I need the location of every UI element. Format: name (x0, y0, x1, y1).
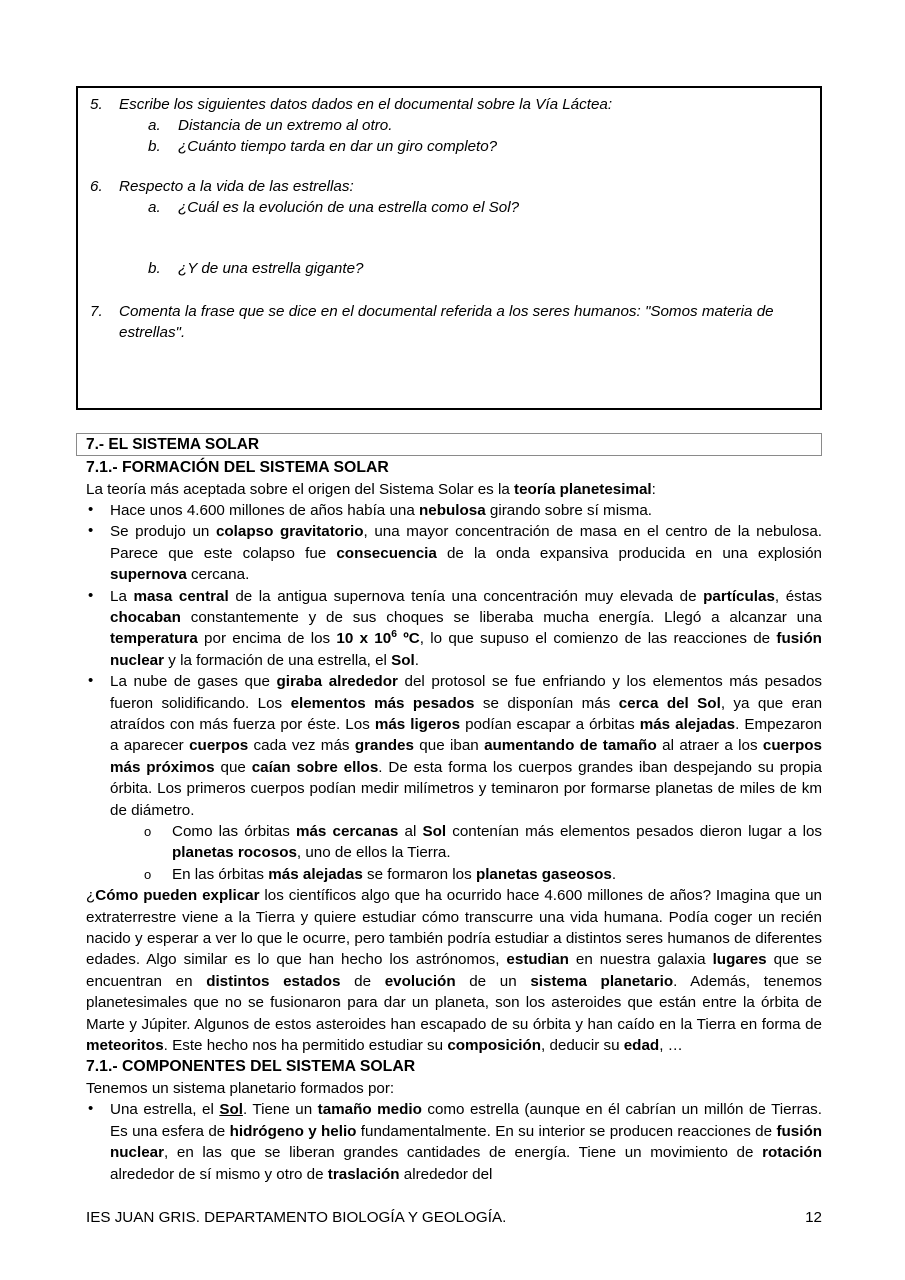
exercise-item-6 (82, 176, 810, 197)
section-title-text: 7.- EL SISTEMA SOLAR (86, 436, 260, 453)
intro-after: : (651, 480, 656, 498)
section-title-bar (76, 433, 822, 456)
paragraph-como-explicar: ¿Cómo pueden explicar los científicos algo que ha ocurrido hace 4.600 millones de años? Imagina que un extraterrestre viene a la Tierra y quiere estudiar cómo transcurre una vida humana. Podía coger un recién nacido y esperar a ver lo que le ocurre, pero también podría estudiar a distintos seres humanos de diferentes edades. Algo similar es lo que han hecho los astrónomos, estudian en nuestra galaxia lugares que se encuentran en distintos estados de evolución de un sistema planetario. Además, tenemos planetesimales que no se fusionaron para dar un planeta, son los asteroides que están entre la órbita de Marte y Júpiter. Algunos de estos asteroides han escapado de su órbita y han caído en la Tierra en forma de meteoritos. Este hecho nos ha permitido estudiar su composición, deducir su edad, … (86, 887, 822, 1055)
list-item (86, 521, 822, 585)
list-item (86, 671, 822, 821)
exercise-item-6-marker: 6. (90, 178, 103, 195)
list-item (86, 1099, 822, 1185)
list-item-text: Hace unos 4.600 millones de años había una nebulosa girando sobre sí misma. (110, 501, 652, 519)
bullet-icon: • (88, 586, 94, 604)
list-item-text: Una estrella, el Sol. Tiene un tamaño medio como estrella (aunque en él cabrían un millón de Tierras. Es una esfera de hidrógeno y helio fundamentalmente. En su interior se producen reacciones de fusión nuclear, en las que se liberan grandes cantidades de energía. Tiene un movimiento de rotación alrededor de sí mismo y otro de traslación alrededor del (110, 1101, 822, 1183)
intro-componentes: Tenemos un sistema planetario formados por: (86, 1079, 395, 1097)
exercise-item-6-text: Respecto a la vida de las estrellas: (119, 178, 354, 195)
intro-before: La teoría más aceptada sobre el origen del Sistema Solar es la (86, 480, 515, 498)
bullet-icon: • (88, 672, 94, 690)
exercise-item-6b-marker: b. (148, 260, 161, 277)
exercise-item-6a (82, 197, 810, 218)
list-item-text: La nube de gases que giraba alrededor del protosol se fue enfriando y los elementos más pesados fueron solidificando. Los elementos más pesados se disponían más cerca del Sol, ya que eran atraídos con más fuerza por éste. Los más ligeros podían escapar a órbitas más alejadas. Empezaron a aparecer cuerpos cada vez más grandes que iban aumentando de tamaño al atraer a los cuerpos más próximos que caían sobre ellos. De esta forma los cuerpos grandes iban despejando su propia órbita. Los primeros cuerpos podían medir milímetros y teminaron por formarse planetas de miles de km de diámetro. (110, 673, 823, 819)
spacer (82, 218, 810, 258)
circle-bullet-icon: o (144, 866, 152, 882)
list-item-text: Se produjo un colapso gravitatorio, una mayor concentración de masa en el centro de la nebulosa. Parece que este colapso fue consecuencia de la onda expansiva producida en una explosión supernova cercana. (110, 523, 822, 584)
bullet-icon: • (88, 500, 94, 518)
page-number: 12 (805, 1209, 822, 1226)
list-item-text: Como las órbitas más cercanas al Sol contenían más elementos pesados dieron lugar a los planetas rocosos, uno de ellos la Tierra. (172, 823, 823, 862)
exercise-item-5-marker: 5. (90, 96, 103, 113)
intro-paragraph (86, 479, 822, 500)
exercise-item-5a (82, 115, 810, 136)
exercise-item-7 (82, 301, 810, 343)
bullet-icon: • (88, 1100, 94, 1118)
exercise-item-6b-text: ¿Y de una estrella gigante? (178, 260, 364, 277)
exercise-item-5 (82, 94, 810, 115)
list-item (86, 586, 822, 672)
intro-bold: teoría planetesimal (514, 480, 652, 498)
exercise-item-5b-marker: b. (148, 138, 161, 155)
footer-department-text: IES JUAN GRIS. DEPARTAMENTO BIOLOGÍA Y GEOLOGÍA. (86, 1209, 507, 1226)
list-item (86, 821, 822, 864)
spacer (82, 157, 810, 176)
bullet-list-formacion (86, 500, 822, 821)
exercise-item-6a-text: ¿Cuál es la evolución de una estrella como el Sol? (178, 199, 520, 216)
list-item-text: La masa central de la antigua supernova tenía una concentración muy elevada de partículas, éstas chocaban constantemente y de sus choques se liberaba mucha energía. Llegó a alcanzar una temperatura por encima de los 10 x $10^6$ ºC, lo que supuso el comienzo de las reacciones de fusión nuclear y la formación de una estrella, el Sol. (110, 587, 822, 669)
exercise-item-6b (82, 258, 810, 279)
main-content (86, 457, 822, 1185)
circle-bullet-icon: o (144, 824, 152, 839)
exercise-item-7-text: Comenta la frase que se dice en el documental referida a los seres humanos: "Somos materia de estrellas". (119, 303, 774, 341)
list-item-text: En las órbitas más alejadas se formaron los planetas gaseosos. (172, 865, 617, 883)
sub-bullet-list (86, 821, 822, 885)
exercise-item-5a-text: Distancia de un extremo al otro. (178, 117, 393, 134)
exercise-item-5a-marker: a. (148, 117, 161, 134)
exercise-item-6a-marker: a. (148, 199, 161, 216)
bullet-list-componentes (86, 1099, 822, 1185)
heading-componentes: 7.1.- COMPONENTES DEL SISTEMA SOLAR (86, 1058, 416, 1076)
exercise-item-5b-text: ¿Cuánto tiempo tarda en dar un giro completo? (178, 138, 498, 155)
exercise-box-content (78, 88, 820, 343)
bullet-icon: • (88, 522, 94, 540)
exercise-item-5b (82, 136, 810, 157)
exercise-item-7-marker: 7. (90, 303, 103, 320)
exercise-item-5-text: Escribe los siguientes datos dados en el documental sobre la Vía Láctea: (119, 96, 613, 113)
list-item (86, 864, 822, 885)
exercise-box (76, 86, 822, 410)
spacer (82, 279, 810, 301)
list-item (86, 500, 822, 521)
heading-formacion: 7.1.- FORMACIÓN DEL SISTEMA SOLAR (86, 459, 389, 476)
page-footer (86, 1209, 822, 1226)
